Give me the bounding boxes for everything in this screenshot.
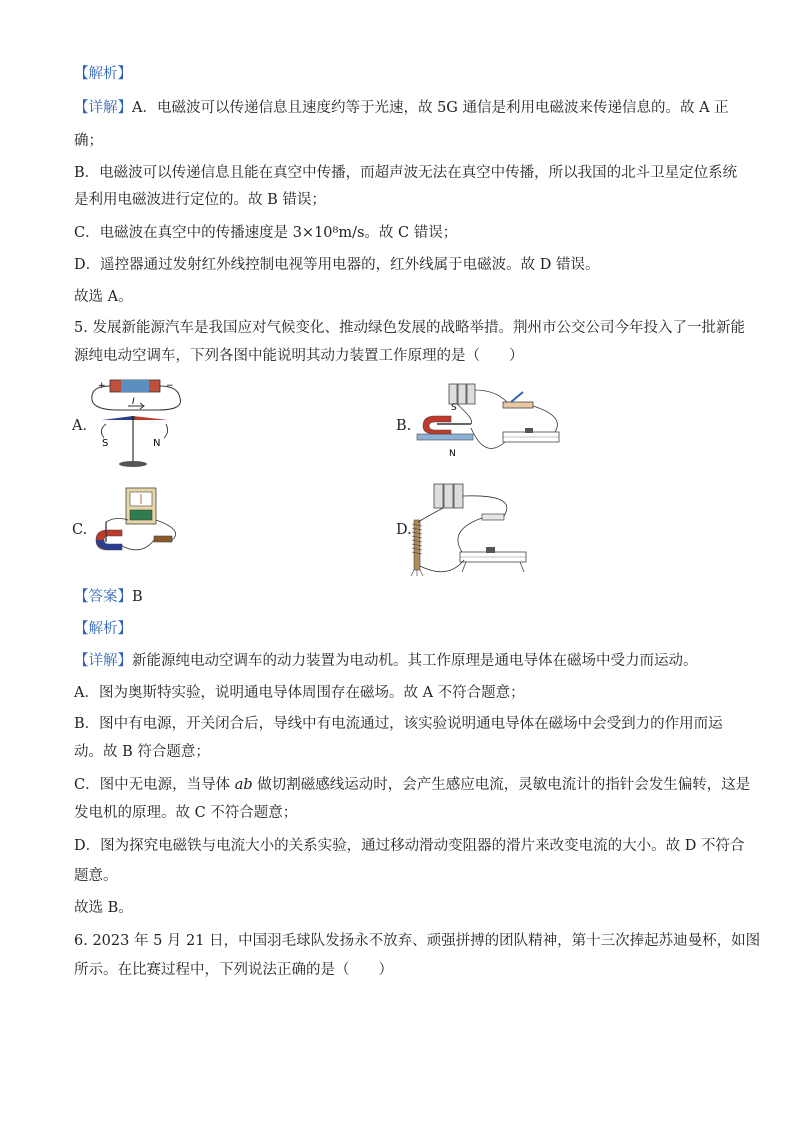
detail-text-cont: 确；: [74, 133, 103, 149]
option-b-label: B.: [396, 418, 412, 434]
option-b-analysis-cont: 是利用电磁波进行定位的。故 B 错误；: [74, 192, 326, 208]
answer-value: B: [132, 589, 143, 605]
n-pole-label: N: [153, 438, 161, 449]
current-label: I: [132, 397, 135, 407]
answer-option-c: [74, 775, 750, 795]
option-a-label: A．: [72, 418, 97, 434]
conclusion-text-2: 故选 B。: [74, 900, 133, 916]
answer-option-a: A．图为奥斯特实验，说明通电导体周围存在磁场。故 A 不符合题意；: [74, 685, 525, 701]
answer-option-b-cont: 动。故 B 符合题意；: [74, 744, 210, 760]
option-d-analysis: D．遥控器通过发射红外线控制电视等用电器的，红外线属于电磁波。故 D 错误。: [74, 257, 600, 273]
option-c-analysis: C．电磁波在真空中的传播速度是 3×10⁸m/s。故 C 错误；: [74, 225, 458, 241]
detail-paragraph-2: [74, 651, 698, 671]
plus-sign: +: [98, 381, 106, 391]
question6-stem: 6. 2023 年 5 月 21 日，中国羽毛球队发扬永不放弃、顽强拼搏的团队精神，第十三次捧起苏迪曼杯，如图: [74, 933, 761, 949]
figure-a-oersted: [88, 376, 188, 472]
question6-stem-cont: 所示。在比赛过程中，下列说法正确的是（ ）: [74, 962, 393, 978]
detail-text-2: 新能源纯电动空调车的动力装置为电动机。其工作原理是通电导体在磁场中受力而运动。: [132, 653, 698, 669]
answer-option-b: B．图中有电源，开关闭合后，导线中有电流通过，该实验说明通电导体在磁场中会受到力的作用而运: [74, 716, 723, 732]
option-c-label: C.: [72, 522, 88, 538]
analysis-tag: 【解析】: [74, 66, 132, 82]
answer-option-c-pre: C．图中无电源，当导体: [74, 777, 235, 793]
answer-option-d: D．图为探究电磁铁与电流大小的关系实验，通过移动滑动变阻器的滑片来改变电流的大小。故 D 不符合: [74, 838, 745, 854]
answer-option-c-cont: 发电机的原理。故 C 不符合题意；: [74, 805, 298, 821]
answer-tag: 【答案】: [74, 589, 132, 605]
answer-line: [74, 587, 143, 607]
magnet-s-label: S: [451, 403, 457, 413]
option-b-analysis: B．电磁波可以传递信息且能在真空中传播，而超声波无法在真空中传播，所以我国的北斗卫星定位系统: [74, 165, 738, 181]
figure-c-generator: [92, 486, 188, 558]
question5-stem-cont: 源纯电动空调车，下列各图中能说明其动力装置工作原理的是（ ）: [74, 348, 524, 364]
detail-tag-2: 【详解】: [74, 653, 132, 669]
detail-paragraph-a: [74, 98, 729, 118]
answer-option-d-cont: 题意。: [74, 868, 118, 884]
figure-d-electromagnet: [408, 480, 532, 578]
conductor-ab-label: ab: [234, 777, 253, 793]
conclusion-text: 故选 A。: [74, 289, 133, 305]
detail-tag: 【详解】: [74, 100, 132, 116]
magnet-n-label: N: [449, 449, 456, 459]
detail-text: A．电磁波可以传递信息且速度约等于光速，故 5G 通信是利用电磁波来传递信息的。故 A 正: [132, 100, 729, 116]
minus-sign: −: [166, 381, 174, 391]
question5-stem: 5. 发展新能源汽车是我国应对气候变化、推动绿色发展的战略举措。荆州市公交公司今年投入了一批新能: [74, 320, 745, 336]
option-d-label: D.: [396, 522, 412, 538]
s-pole-label: S: [102, 438, 109, 449]
figure-b-motor: [415, 380, 575, 468]
answer-option-c-post: 做切割磁感线运动时，会产生感应电流，灵敏电流计的指针会发生偏转，这是: [252, 777, 751, 793]
analysis-tag-2: 【解析】: [74, 621, 132, 637]
